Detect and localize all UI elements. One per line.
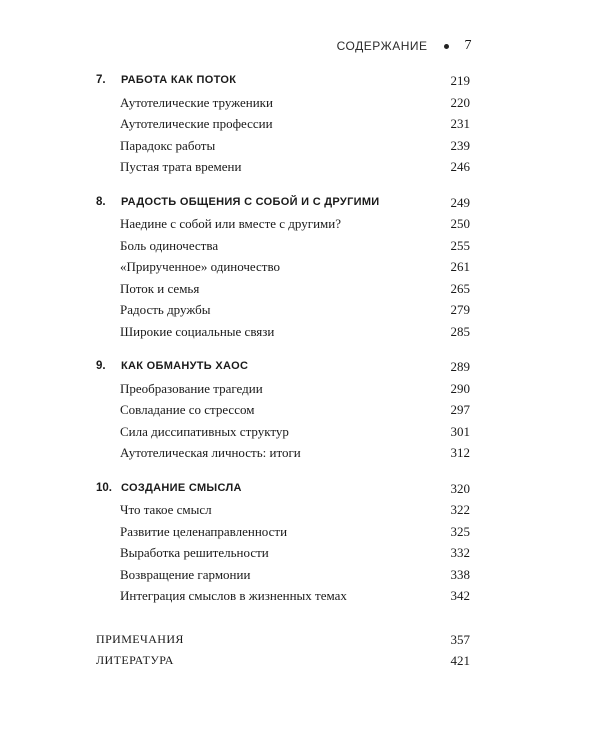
section-title: Радость дружбы	[120, 302, 211, 317]
chapter-title: СОЗДАНИЕ СМЫСЛА	[121, 481, 242, 494]
toc-chapter-10	[0, 478, 600, 607]
section-title: Преобразование трагедии	[120, 380, 263, 396]
section-title: Аутотелическая личность: итоги	[120, 445, 301, 460]
section-title: Развитие целенаправленности	[120, 523, 288, 539]
section-page: 301	[450, 423, 470, 439]
section-title: Сила диссипативных структур	[120, 423, 289, 439]
section-title: Парадокс работы	[120, 137, 216, 153]
section-title: Наедине с собой или вместе с другими?	[120, 216, 341, 231]
section-page: 322	[450, 502, 470, 517]
bullet-separator-icon	[444, 44, 449, 49]
section-page: 285	[450, 323, 470, 339]
section-page: 290	[450, 380, 470, 396]
running-header	[337, 38, 472, 54]
section-row[interactable]	[0, 213, 600, 235]
section-row[interactable]	[0, 399, 600, 421]
section-page: 250	[450, 216, 470, 231]
section-title: Совладание со стрессом	[120, 402, 255, 417]
section-row[interactable]	[0, 278, 600, 300]
chapter-heading-row[interactable]	[0, 478, 600, 500]
section-page: 220	[450, 94, 470, 110]
back-matter-row-notes[interactable]	[0, 629, 600, 651]
section-row[interactable]	[0, 585, 600, 607]
section-page: 332	[450, 545, 470, 560]
table-of-contents	[0, 70, 600, 672]
chapter-heading-row[interactable]	[0, 70, 600, 92]
toc-back-matter	[0, 629, 600, 672]
chapter-page: 249	[450, 194, 470, 210]
section-row[interactable]	[0, 135, 600, 157]
section-page: 338	[450, 566, 470, 582]
chapter-number: 10.	[96, 481, 112, 494]
back-matter-title: ПРИМЕЧАНИЯ	[96, 631, 184, 646]
section-row[interactable]	[0, 235, 600, 257]
back-matter-page: 421	[450, 653, 470, 668]
section-page: 239	[450, 137, 470, 153]
section-row[interactable]	[0, 421, 600, 443]
chapter-number: 8.	[96, 195, 106, 208]
toc-chapter-9	[0, 356, 600, 464]
section-page: 297	[450, 402, 470, 417]
section-row[interactable]	[0, 564, 600, 586]
section-title: Боль одиночества	[120, 237, 219, 253]
section-row[interactable]	[0, 378, 600, 400]
chapter-title: КАК ОБМАНУТЬ ХАОС	[121, 360, 249, 372]
back-matter-page: 357	[450, 631, 470, 647]
section-title: Что такое смысл	[120, 502, 212, 517]
section-title: Пустая трата времени	[120, 159, 242, 174]
header-page-number: 7	[464, 38, 472, 53]
chapter-title: РАДОСТЬ ОБЩЕНИЯ С СОБОЙ И С ДРУГИМИ	[121, 195, 380, 208]
section-title: Аутотелические труженики	[120, 94, 273, 110]
section-title: Широкие социальные связи	[120, 323, 275, 339]
section-row[interactable]	[0, 92, 600, 114]
chapter-number: 7.	[96, 74, 106, 86]
section-row[interactable]	[0, 156, 600, 178]
toc-chapter-8	[0, 192, 600, 343]
section-title: Аутотелические профессии	[120, 116, 273, 131]
section-page: 312	[450, 445, 470, 460]
chapter-page: 320	[450, 480, 470, 496]
section-row[interactable]	[0, 299, 600, 321]
header-section-title: СОДЕРЖАНИЕ	[336, 39, 428, 53]
section-row[interactable]	[0, 321, 600, 343]
chapter-title: РАБОТА КАК ПОТОК	[121, 74, 237, 86]
section-page: 325	[450, 523, 470, 539]
section-row[interactable]	[0, 256, 600, 278]
toc-chapter-7	[0, 70, 600, 178]
chapter-page: 219	[450, 73, 470, 88]
section-page: 255	[450, 237, 470, 253]
back-matter-row-literature[interactable]	[0, 650, 600, 672]
section-page: 279	[450, 302, 470, 317]
section-page: 246	[450, 159, 470, 174]
section-title: «Прирученное» одиночество	[120, 259, 281, 274]
section-page: 261	[450, 259, 470, 274]
section-row[interactable]	[0, 442, 600, 464]
chapter-page: 289	[450, 359, 470, 374]
section-title: Выработка решительности	[120, 545, 269, 560]
section-page: 265	[450, 280, 470, 296]
section-title: Возвращение гармонии	[120, 566, 251, 582]
section-page: 231	[450, 116, 470, 131]
section-row[interactable]	[0, 113, 600, 135]
section-page: 342	[450, 588, 470, 603]
chapter-heading-row[interactable]	[0, 356, 600, 378]
section-row[interactable]	[0, 542, 600, 564]
section-row[interactable]	[0, 499, 600, 521]
back-matter-title: ЛИТЕРАТУРА	[96, 653, 174, 667]
section-title: Интеграция смыслов в жизненных темах	[120, 588, 347, 603]
chapter-heading-row[interactable]	[0, 192, 600, 214]
section-row[interactable]	[0, 521, 600, 543]
section-title: Поток и семья	[120, 280, 200, 296]
chapter-number: 9.	[96, 360, 106, 372]
